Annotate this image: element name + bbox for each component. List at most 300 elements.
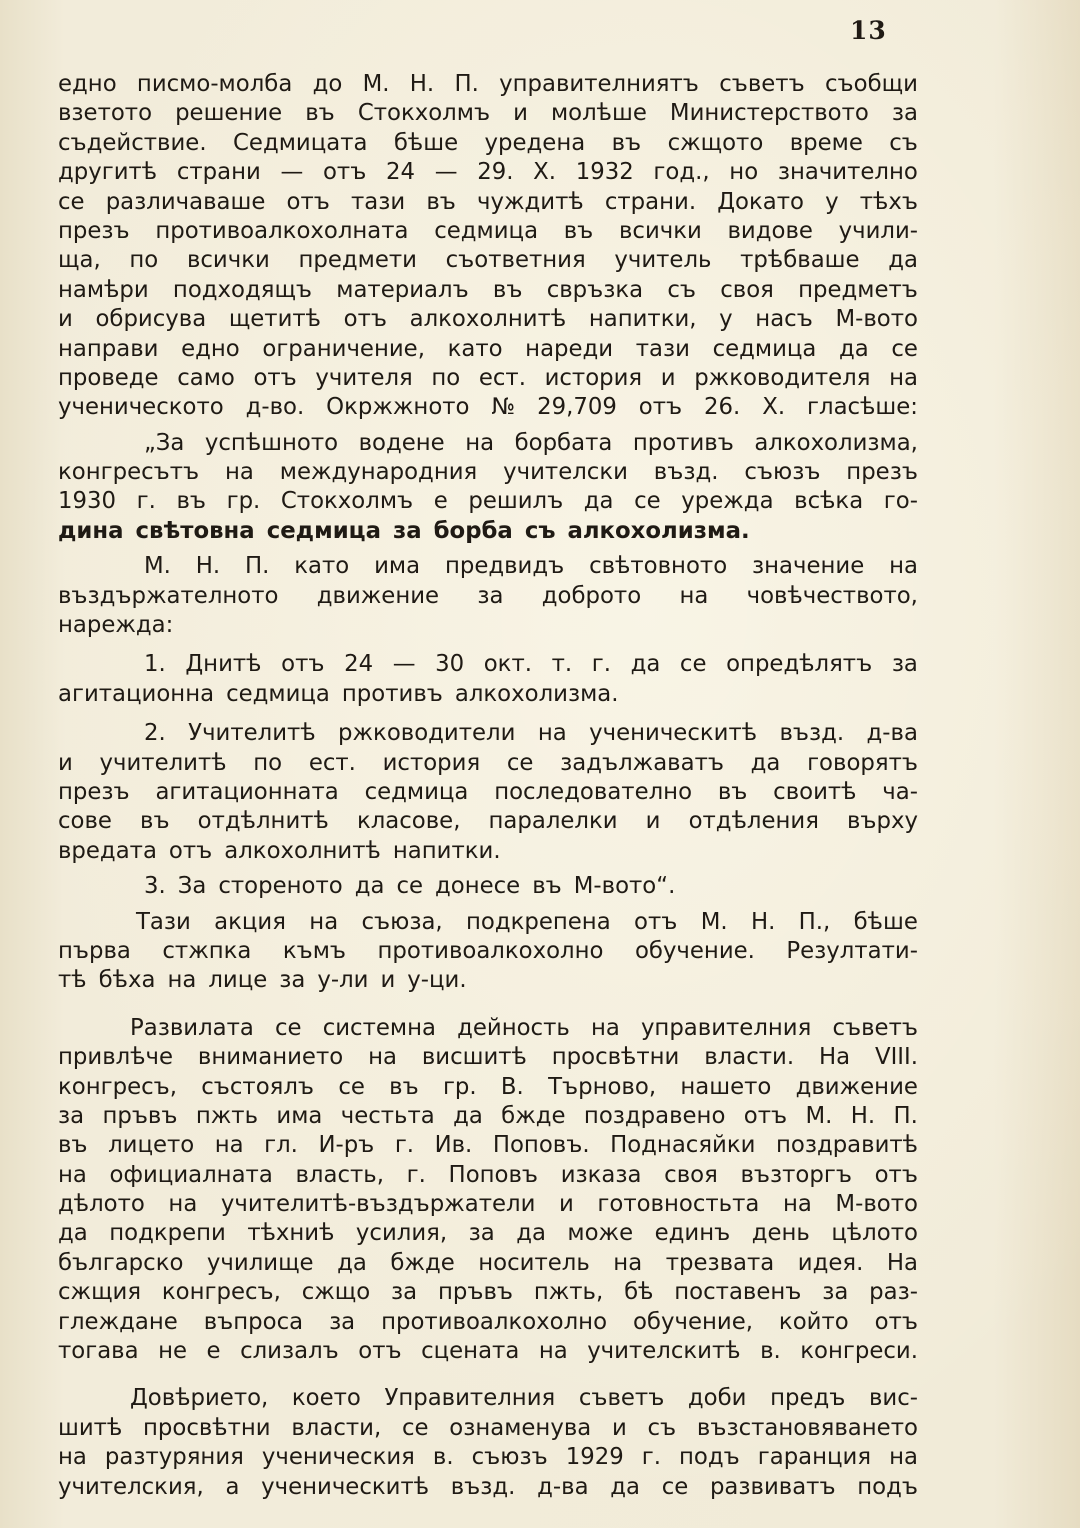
word: Поповъ. <box>492 1132 590 1159</box>
text-line <box>58 908 918 937</box>
word: своя <box>720 276 774 303</box>
word: В. <box>500 1073 524 1100</box>
word: тази <box>635 335 690 362</box>
word: ученическия <box>261 1444 415 1471</box>
text-line <box>58 749 918 778</box>
word: усилия, <box>355 1220 448 1247</box>
word: в. <box>432 1444 454 1471</box>
word: вредата <box>58 837 157 864</box>
word: П. <box>454 71 479 97</box>
word: и <box>380 967 396 994</box>
word: Н. <box>409 71 435 97</box>
word: съобщи <box>824 71 918 97</box>
word: на <box>537 720 567 747</box>
word: въ <box>563 217 594 244</box>
word: съответния <box>445 247 586 274</box>
word: се <box>396 873 423 900</box>
word: г. <box>591 651 611 678</box>
word: по <box>431 364 461 391</box>
word: 29. <box>477 159 514 186</box>
text-line <box>58 1443 918 1472</box>
text-line <box>58 188 918 217</box>
word: тѣ <box>58 967 87 994</box>
word: пжть, <box>533 1279 604 1306</box>
word: бѣше <box>853 908 918 935</box>
word: предмети <box>298 247 417 274</box>
word: 29,709 <box>537 394 617 421</box>
word: отъ <box>743 1102 788 1129</box>
word: седмица <box>266 517 381 544</box>
word: борбата <box>514 429 613 456</box>
word: Н. <box>195 553 221 580</box>
word: просвѣтни <box>143 1414 271 1441</box>
word: да <box>630 651 661 678</box>
word: д-ва <box>537 1473 589 1500</box>
text-line <box>58 1219 918 1248</box>
word: за <box>891 651 918 678</box>
word: седмица <box>434 217 539 244</box>
word: отъ <box>322 159 367 186</box>
word: насъ <box>755 306 813 333</box>
text-line <box>58 1131 918 1160</box>
word: история <box>544 364 643 391</box>
word: на <box>538 1338 568 1365</box>
text-line <box>58 966 918 995</box>
word: проведе <box>58 364 159 391</box>
word: доброто <box>541 582 642 609</box>
text-line <box>58 1161 918 1190</box>
word: бѣха <box>98 967 156 994</box>
word: страни <box>176 159 261 186</box>
word: у <box>825 188 839 215</box>
word: д-во. <box>245 394 305 421</box>
text-line <box>58 719 918 748</box>
word: отъ <box>874 1161 918 1188</box>
text-line <box>58 1278 918 1307</box>
word: за <box>329 1308 356 1335</box>
word: П. <box>893 1102 918 1129</box>
text-line <box>58 1414 918 1443</box>
word: единъ <box>654 1220 731 1247</box>
word: има <box>276 1102 323 1129</box>
word: възторгъ <box>740 1161 852 1188</box>
word: се <box>679 651 707 678</box>
word: има <box>374 553 421 580</box>
word: отдѣления <box>688 808 819 835</box>
word: въ <box>389 1073 419 1100</box>
word: на <box>58 1161 87 1188</box>
word: решение <box>175 100 283 127</box>
word: X. <box>762 394 786 421</box>
word: и <box>660 364 676 391</box>
word: ест. <box>478 364 526 391</box>
word: седмица <box>226 680 330 707</box>
word: направи <box>58 335 159 362</box>
word: съдействие. <box>58 129 207 156</box>
word: напитки. <box>392 837 501 864</box>
text-line <box>58 807 918 836</box>
word: въ <box>176 488 206 515</box>
word: последователно <box>494 778 693 805</box>
word: г. <box>641 1444 661 1471</box>
word: акция <box>214 908 286 935</box>
word: и <box>558 1191 574 1218</box>
word: напитки, <box>588 306 697 333</box>
word: едно <box>181 335 240 362</box>
word: значително <box>777 159 918 186</box>
word: подкрепена <box>466 908 611 935</box>
text-line <box>58 364 918 393</box>
word: човѣчеството, <box>746 582 918 609</box>
word: трѣбваше <box>740 247 860 274</box>
page-number: 13 <box>850 16 887 45</box>
word: X. <box>533 159 557 186</box>
word: въ <box>58 1132 88 1159</box>
word: т. <box>551 651 573 678</box>
word: всички <box>186 247 270 274</box>
word: и <box>611 1414 627 1441</box>
text-line <box>58 650 918 679</box>
word: да <box>354 873 385 900</box>
text-line <box>58 1102 918 1131</box>
word: „За <box>144 429 185 456</box>
word: въ <box>717 778 748 805</box>
word: на <box>889 364 918 391</box>
word: раз- <box>869 1279 918 1306</box>
word: отъ <box>638 394 683 421</box>
word: на <box>889 1444 918 1471</box>
word: къмъ <box>282 937 347 964</box>
word: М. <box>805 1102 833 1129</box>
word: алкохолизма, <box>754 429 918 456</box>
word: поздравитѣ <box>775 1132 918 1159</box>
word: трезвата <box>665 1249 775 1276</box>
word: На <box>818 1044 851 1071</box>
word: нареди <box>525 335 614 362</box>
word: 1932 <box>575 159 634 186</box>
word: отъ <box>358 1338 402 1365</box>
word: за <box>891 100 918 127</box>
word: урежда <box>681 488 774 515</box>
word: учителския, <box>58 1473 204 1500</box>
word: ща, <box>58 247 101 274</box>
word: свѣтовна <box>135 517 255 544</box>
word: другитѣ <box>58 159 158 186</box>
word: г. <box>136 488 156 515</box>
word: Н. <box>750 908 776 935</box>
word: материалъ <box>336 276 469 303</box>
word: училище <box>206 1249 314 1276</box>
word: се <box>58 188 85 215</box>
text-line <box>58 837 918 866</box>
word: 30 <box>435 651 465 678</box>
word: агитационна <box>58 680 215 707</box>
word: Ив. <box>434 1132 473 1159</box>
word: съветъ <box>832 1014 918 1041</box>
word: само <box>177 364 235 391</box>
word: за <box>392 517 422 544</box>
word: отъ <box>281 651 325 678</box>
word: носитель <box>478 1249 590 1276</box>
word: възд. <box>779 720 845 747</box>
word: ржководители <box>338 720 516 747</box>
word: власти, <box>291 1414 382 1441</box>
word: управителниятъ <box>499 71 699 97</box>
word: — <box>434 159 458 186</box>
word: разтуряния <box>104 1444 244 1471</box>
word: 2. <box>144 720 166 747</box>
word: за <box>279 967 306 994</box>
word: решилъ <box>468 488 564 515</box>
word: учителитѣ <box>99 749 227 776</box>
word: гр. <box>442 1073 477 1100</box>
word: — <box>392 651 416 678</box>
word: въпроса <box>203 1308 304 1335</box>
word: учитель <box>614 247 712 274</box>
word: различаваше <box>105 188 266 215</box>
word: просвѣтни <box>551 1044 680 1071</box>
word: обрисува <box>95 306 207 333</box>
word: на <box>225 459 254 486</box>
word: тѣхниѣ <box>247 1220 335 1247</box>
word: намѣри <box>58 276 149 303</box>
word: класове, <box>356 808 461 835</box>
text-line <box>58 158 918 187</box>
word: щетитѣ <box>228 306 322 333</box>
word: Седмицата <box>233 129 368 156</box>
word: подкрепи <box>109 1220 226 1247</box>
word: се <box>401 1414 429 1441</box>
word: тази <box>351 188 406 215</box>
word: да <box>453 1102 483 1129</box>
word: шитѣ <box>58 1414 123 1441</box>
word: пръвъ <box>102 1102 178 1129</box>
word: 26. <box>704 394 741 421</box>
paragraph-gap <box>58 640 918 650</box>
word: се <box>891 335 918 362</box>
word: М. <box>362 71 390 97</box>
word: Тази <box>136 908 191 935</box>
word: ограничение, <box>262 335 425 362</box>
word: ученическото <box>58 394 224 421</box>
word: власти. <box>704 1044 795 1071</box>
word: ознаменува <box>449 1414 592 1441</box>
word: Н. <box>850 1102 876 1129</box>
word: по <box>253 749 283 776</box>
word: паралелки <box>488 808 618 835</box>
word: на <box>590 1014 620 1041</box>
word: глеждане <box>58 1308 178 1335</box>
word: 3. <box>144 873 166 900</box>
word: 1929 <box>565 1444 624 1471</box>
word: алкохолнитѣ <box>409 306 567 333</box>
word: за <box>58 1102 85 1129</box>
word: презъ <box>58 778 130 805</box>
word: у-ци. <box>407 967 467 994</box>
word: конгресъ, <box>58 1073 177 1100</box>
word: Днитѣ <box>185 651 262 678</box>
word: отъ <box>874 1308 918 1335</box>
word: подъ <box>679 1444 740 1471</box>
word: и <box>645 808 661 835</box>
word: време <box>789 129 863 156</box>
body-text <box>58 70 918 1502</box>
word: Развилата <box>130 1014 254 1041</box>
word: тогава <box>58 1338 139 1365</box>
word: агитационната <box>155 778 339 805</box>
text-line <box>58 1473 918 1502</box>
word: да <box>839 335 869 362</box>
text-line <box>58 611 918 640</box>
word: ест. <box>308 749 356 776</box>
word: съ <box>889 129 918 156</box>
word: състоялъ <box>201 1073 315 1100</box>
word: готовностьта <box>597 1191 760 1218</box>
word: съветъ <box>578 1385 665 1412</box>
word: всички <box>618 217 702 244</box>
word: своитѣ <box>773 778 857 805</box>
word: М-вото <box>835 1191 918 1218</box>
word: противоалкохолната <box>155 217 409 244</box>
word: нашето <box>680 1073 772 1100</box>
word: стореното <box>218 873 343 900</box>
word: учителски <box>503 459 628 486</box>
word: Министерството <box>669 100 869 127</box>
word: Стокхолмъ <box>357 100 491 127</box>
word: 24 <box>344 651 374 678</box>
word: страни. <box>604 188 697 215</box>
word: ча- <box>882 778 918 805</box>
word: за <box>391 1279 418 1306</box>
word: което <box>291 1385 361 1412</box>
word: VIII. <box>874 1044 918 1071</box>
word: М-вото“. <box>573 873 676 900</box>
word: съюзъ <box>471 1444 548 1471</box>
word: алкохолизма. <box>454 680 619 707</box>
word: М-вото <box>835 306 918 333</box>
word: сове <box>58 808 112 835</box>
word: слизалъ <box>240 1338 339 1365</box>
word: въздържателното <box>58 582 279 609</box>
word: е <box>206 1338 221 1365</box>
word: висшитѣ <box>421 1044 527 1071</box>
word: поставенъ <box>674 1279 802 1306</box>
word: отъ <box>168 837 213 864</box>
word: да <box>610 1473 640 1500</box>
word: Управителния <box>384 1385 556 1412</box>
text-line <box>58 1308 918 1337</box>
word: учителскитѣ <box>587 1338 741 1365</box>
word: подходящъ <box>172 276 313 303</box>
word: П. <box>245 553 270 580</box>
word: донесе <box>435 873 521 900</box>
word: 1930 <box>58 488 117 515</box>
word: всѣка <box>794 488 864 515</box>
word: вниманието <box>197 1044 344 1071</box>
word: Учителитѣ <box>188 720 316 747</box>
text-line <box>58 393 918 422</box>
text-line <box>58 680 918 709</box>
word: бѣ <box>624 1279 654 1306</box>
text-line <box>58 582 918 611</box>
word: привлѣче <box>58 1044 174 1071</box>
text-line <box>58 129 918 158</box>
word: се <box>275 1014 302 1041</box>
word: Довѣрието, <box>130 1385 269 1412</box>
word: го- <box>883 488 918 515</box>
word: върху <box>847 808 918 835</box>
word: опредѣлятъ <box>726 651 873 678</box>
word: молѣше <box>550 100 647 127</box>
word: на <box>309 908 339 935</box>
word: писмо-молба <box>136 71 293 97</box>
word: движение <box>795 1073 918 1100</box>
word: като <box>447 335 503 362</box>
word: сжщото <box>667 129 764 156</box>
word: Търново, <box>548 1073 657 1100</box>
word: сцената <box>421 1338 520 1365</box>
word: день <box>751 1220 810 1247</box>
word: гл. <box>264 1132 298 1159</box>
word: нарежда: <box>58 612 174 639</box>
text-line <box>58 937 918 966</box>
word: 1. <box>144 651 166 678</box>
word: предвидъ <box>444 553 565 580</box>
word: отъ <box>634 908 678 935</box>
word: М. <box>700 908 728 935</box>
word: вис- <box>868 1385 918 1412</box>
word: задължаватъ <box>560 749 724 776</box>
word: противоалкохолно <box>377 937 604 964</box>
word: но <box>729 159 759 186</box>
word: гласѣше: <box>807 394 918 421</box>
word: движение <box>316 582 440 609</box>
word: своя <box>664 1161 718 1188</box>
word: едно <box>58 71 117 97</box>
text-line <box>58 276 918 305</box>
word: конгресътъ <box>58 459 200 486</box>
word: г. <box>406 1161 426 1188</box>
word: въ <box>140 808 170 835</box>
word: въ <box>611 129 642 156</box>
word: възд. <box>653 459 719 486</box>
text-line <box>58 1384 918 1413</box>
word: свръзка <box>546 276 644 303</box>
word: на <box>167 967 197 994</box>
word: дина <box>58 517 124 544</box>
word: отъ <box>343 306 387 333</box>
word: лице <box>208 967 268 994</box>
word: бжде <box>390 1249 455 1276</box>
word: отдѣлнитѣ <box>197 808 329 835</box>
word: за <box>822 1279 849 1306</box>
word: а <box>225 1473 240 1500</box>
word: по <box>129 247 159 274</box>
word: у <box>719 306 733 333</box>
word: и <box>58 306 73 333</box>
word: до <box>312 71 343 97</box>
word: доби <box>687 1385 747 1412</box>
word: развиватъ <box>709 1473 836 1500</box>
word: учителитѣ-въздържатели <box>220 1191 536 1218</box>
word: изказа <box>560 1161 642 1188</box>
word: у-ли <box>317 967 369 994</box>
word: и <box>58 749 73 776</box>
word: учили- <box>838 217 918 244</box>
word: да <box>58 1220 88 1247</box>
word: бжде <box>501 1102 566 1129</box>
word: подъ <box>857 1473 918 1500</box>
